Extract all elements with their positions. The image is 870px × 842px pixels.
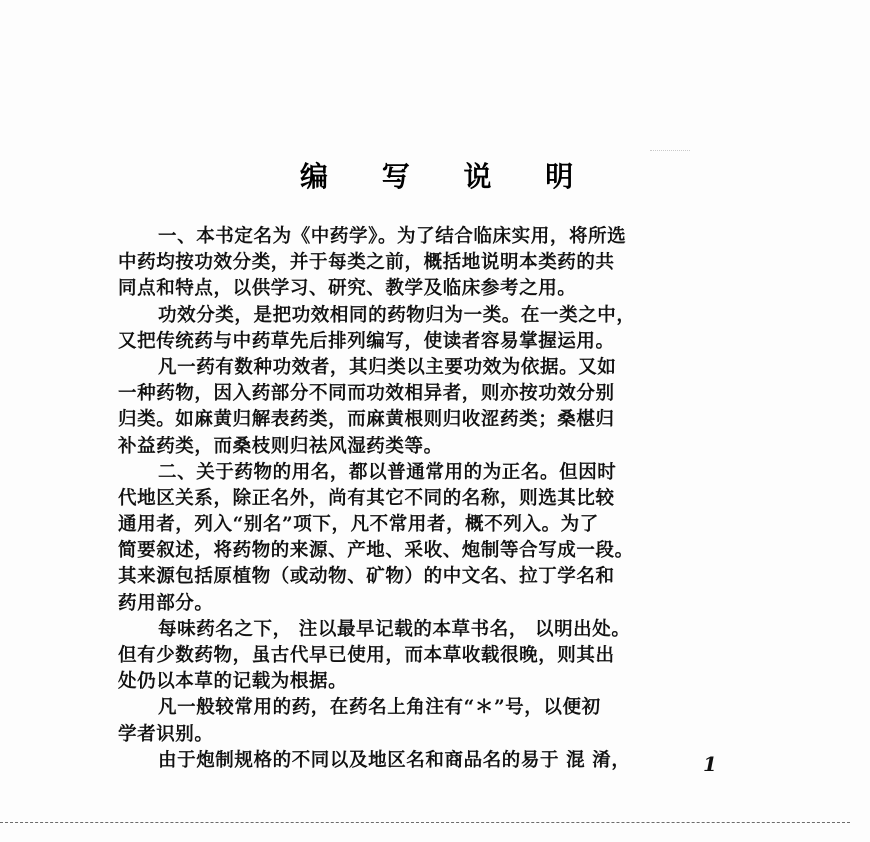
text-line: 归类。如麻黄归解表药类，而麻黄根则归收涩药类；桑椹归 xyxy=(118,409,615,431)
page-number: 1 xyxy=(703,752,717,776)
text-line: 功效分类，是把功效相同的药物归为一类。在一类之中， xyxy=(158,304,636,326)
text-line: 学者识别。 xyxy=(118,723,214,745)
text-line: 每味药名之下， 注以最早记载的本草书名， 以明出处。 xyxy=(158,618,631,640)
text-line: 由于炮制规格的不同以及地区名和商品名的易于 混 淆， xyxy=(158,749,631,771)
text-line: 凡一般较常用的药，在药名上角注有“＊”号，以便初 xyxy=(158,697,601,719)
text-line: 中药均按功效分类，并于每类之前，概括地说明本类药的共 xyxy=(118,252,615,274)
text-line: 二、关于药物的用名，都以普通常用的为正名。但因时 xyxy=(158,461,617,483)
bottom-rule xyxy=(0,822,850,823)
page-title: 编 写 说 明 xyxy=(300,160,596,193)
scan-artifact xyxy=(650,150,690,159)
text-line: 凡一药有数种功效者，其归类以主要功效为依据。又如 xyxy=(158,356,617,378)
text-line: 又把传统药与中药草先后排列编写，使读者容易掌握运用。 xyxy=(118,330,615,352)
text-line: 代地区关系，除正名外，尚有其它不同的名称，则选其比较 xyxy=(118,487,615,509)
text-line: 通用者，列入“别名”项下，凡不常用者，概不列入。为了 xyxy=(118,514,599,536)
text-line: 但有少数药物，虽古代早已使用，而本草收载很晚，则其出 xyxy=(118,645,615,666)
text-line: 药用部分。 xyxy=(118,592,214,614)
body-text xyxy=(118,224,748,774)
text-line: 补益药类，而桑枝则归祛风湿药类等。 xyxy=(118,435,443,457)
text-line: 处仍以本草的记载为根据。 xyxy=(118,671,348,693)
text-line: 一种药物，因入药部分不同而功效相异者，则亦按功效分别 xyxy=(118,383,615,405)
text-line: 其来源包括原植物（或动物、矿物）的中文名、拉丁学名和 xyxy=(118,566,615,588)
text-line: 同点和特点，以供学习、研究、教学及临床参考之用。 xyxy=(118,278,577,300)
text-line: 一、本书定名为《中药学》。为了结合临床实用，将所选 xyxy=(158,226,627,247)
text-line: 简要叙述，将药物的来源、产地、采收、炮制等合写成一段。 xyxy=(118,540,634,562)
